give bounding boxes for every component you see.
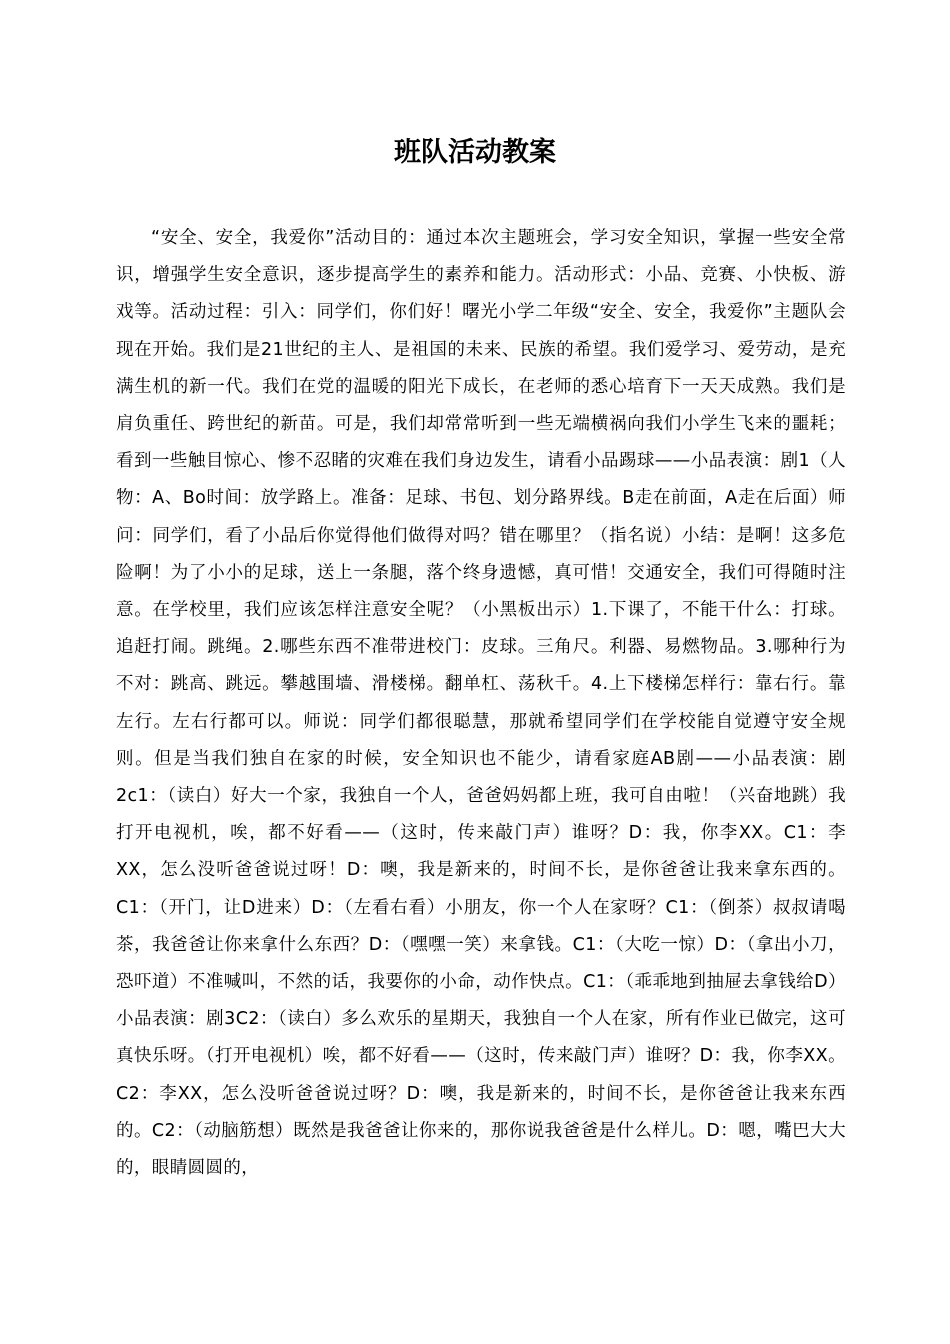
page-title: 班队活动教案 [394,137,556,168]
body-paragraph: “安全、安全，我爱你”活动目的：通过本次主题班会，学习安全知识，掌握一些安全常识，增强学生安全意识，逐步提高学生的素养和能力。活动形式：小品、竞赛、小快板、游戏等。活动过程：引入：同学们，你们好！曙光小学二年级“安全、安全，我爱你”主题队会现在开始。我们是21世纪的主人、是祖国的未来、民族的希望。我们爱学习、爱劳动，是充满生机的新一代。我们在党的温暖的阳光下成长，在老师的悉心培育下一天天成熟。我们是肩负重任、跨世纪的新苗。可是，我们却常常听到一些无端横祸向我们小学生飞来的噩耗；看到一些触目惊心、惨不忍睹的灾难在我们身边发生，请看小品踢球——小品表演：剧1（人物：A、Bo时间：放学路上。准备：足球、书包、划分路界线。B走在前面，A走在后面）师问：同学们，看了小品后你觉得他们做得对吗？错在哪里？（指名说）小结：是啊！这多危险啊！为了小小的足球，送上一条腿，落个终身遗憾，真可惜！交通安全，我们可得随时注意。在学校里，我们应该怎样注意安全呢？（小黑板出示）1.下课了，不能干什么：打球。追赶打闹。跳绳。2.哪些东西不准带进校门：皮球。三角尺。利器、易燃物品。3.哪种行为不对：跳高、跳远。攀越围墙、滑楼梯。翻单杠、荡秋千。4.上下楼梯怎样行：靠右行。靠左行。左右行都可以。师说：同学们都很聪慧，那就希望同学们在学校能自觉遵守安全规则。但是当我们独自在家的时候，安全知识也不能少，请看家庭AB剧——小品表演：剧2c1：（读白）好大一个家，我独自一个人，爸爸妈妈都上班，我可自由啦！（兴奋地跳）我打开电视机，唉，都不好看——（这时，传来敲门声）谁呀？D：我，你李XX。C1：李XX，怎么没听爸爸说过呀！D：噢，我是新来的，时间不长，是你爸爸让我来拿东西的。C1：（开门，让D进来）D：（左看右看）小朋友，你一个人在家呀？C1：（倒茶）叔叔请喝茶，我爸爸让你来拿什么东西？D：（嘿嘿一笑）来拿钱。C1：（大吃一惊）D：（拿出小刀，恐吓道）不准喊叫，不然的话，我要你的小命，动作快点。C1：（乖乖地到抽屉去拿钱给D）小品表演：剧3C2：（读白）多么欢乐的星期天，我独自一个人在家，所有作业已做完，这可真快乐呀。（打开电视机）唉，都不好看——（这时，传来敲门声）谁呀？D：我，你李XX。C2：李XX，怎么没听爸爸说过呀？D：噢，我是新来的，时间不长，是你爸爸让我来东西的。C2：（动脑筋想）既然是我爸爸让你来的，那你说我爸爸是什么样儿。D：嗯，嘴巴大大的，眼睛圆圆的， [116,228,846,1179]
